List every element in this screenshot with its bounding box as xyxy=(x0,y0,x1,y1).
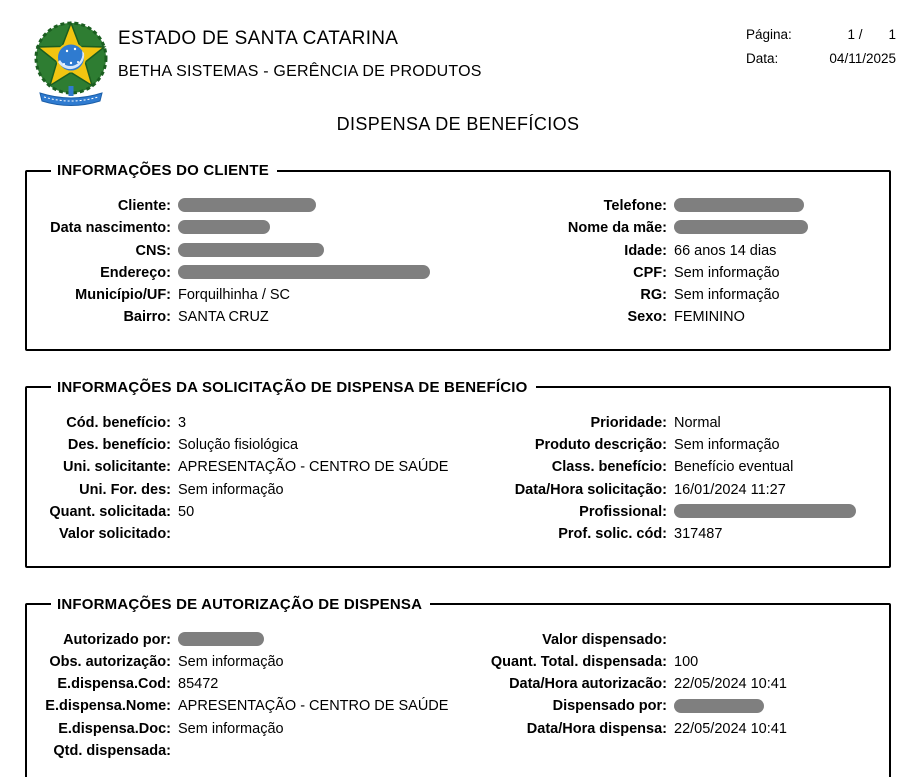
brazil-coat-of-arms-icon xyxy=(30,20,112,108)
field-row xyxy=(468,456,881,478)
field-value: Solução fisiológica xyxy=(178,437,299,454)
field-value-redacted xyxy=(674,501,881,523)
field-label: Profissional: xyxy=(579,503,667,520)
redaction-bar xyxy=(178,220,270,234)
field-value: Forquilhinha / SC xyxy=(178,287,291,304)
field-value: Sem informação xyxy=(674,437,780,454)
field-value: Sem informação xyxy=(178,720,284,737)
field-label: E.dispensa.Nome: xyxy=(45,698,171,715)
field-row xyxy=(35,523,468,545)
org-name: ESTADO DE SANTA CATARINA xyxy=(118,28,399,49)
field-label: Produto descrição: xyxy=(534,437,667,454)
page-label: Página: xyxy=(746,27,792,42)
redaction-bar xyxy=(674,198,804,212)
page-current: 1 / xyxy=(847,27,863,42)
field-label: Prioridade: xyxy=(590,414,667,431)
field-label: RG: xyxy=(640,287,667,304)
section-column-right xyxy=(468,195,881,329)
field-row xyxy=(468,284,881,306)
field-value xyxy=(178,740,468,762)
field-label: Prof. solic. cód: xyxy=(558,526,667,543)
page-number-row xyxy=(746,27,896,42)
page-total: 1 xyxy=(888,27,896,42)
field-label: Uni. solicitante: xyxy=(63,459,171,476)
field-value: 3 xyxy=(178,414,187,431)
field-row xyxy=(35,695,468,717)
section-columns xyxy=(35,412,881,546)
section-legend: INFORMAÇÕES DO CLIENTE xyxy=(57,162,269,179)
field-value xyxy=(178,523,468,545)
field-value-redacted xyxy=(674,695,881,717)
field-label: Class. benefício: xyxy=(551,459,667,476)
field-value: 16/01/2024 11:27 xyxy=(674,481,786,498)
report-header xyxy=(0,0,916,108)
field-value: 317487 xyxy=(674,526,723,543)
field-label: Idade: xyxy=(624,242,667,259)
field-label: CNS: xyxy=(135,242,171,259)
field-value: 22/05/2024 10:41 xyxy=(674,720,787,737)
field-value: Benefício eventual xyxy=(674,459,794,476)
field-row xyxy=(468,217,881,239)
field-value xyxy=(674,629,881,651)
field-row xyxy=(468,434,881,456)
field-row xyxy=(468,695,881,717)
field-row xyxy=(35,629,468,651)
field-row xyxy=(468,195,881,217)
field-label: Autorizado por: xyxy=(63,631,171,648)
field-value: 50 xyxy=(178,503,195,520)
redaction-bar xyxy=(178,265,430,279)
field-row xyxy=(35,456,468,478)
field-row xyxy=(35,195,468,217)
field-label: Município/UF: xyxy=(75,287,171,304)
field-row xyxy=(468,523,881,545)
field-row xyxy=(35,262,468,284)
field-value: Sem informação xyxy=(674,287,780,304)
field-row xyxy=(468,479,881,501)
date-row xyxy=(746,51,896,66)
field-label: Quant. solicitada: xyxy=(49,503,171,520)
field-value: Sem informação xyxy=(674,264,780,281)
redaction-bar xyxy=(178,243,324,257)
section-columns xyxy=(35,629,881,763)
field-value: 85472 xyxy=(178,676,219,693)
field-value-redacted xyxy=(178,629,468,651)
field-row xyxy=(35,217,468,239)
field-label: Data/Hora autorizacão: xyxy=(509,676,667,693)
section-legend: INFORMAÇÕES DA SOLICITAÇÃO DE DISPENSA DE BENEFÍCIO xyxy=(57,378,528,396)
field-row xyxy=(35,284,468,306)
section-informacoes-do-cliente xyxy=(25,162,891,351)
redaction-bar xyxy=(674,220,808,234)
field-label: E.dispensa.Doc: xyxy=(58,720,171,737)
field-label: Data nascimento: xyxy=(50,220,171,237)
field-value: SANTA CRUZ xyxy=(178,309,269,326)
field-label: Cód. benefício: xyxy=(66,414,171,431)
section-column-left xyxy=(35,412,468,546)
date-label: Data: xyxy=(746,51,779,66)
section-columns xyxy=(35,195,881,329)
field-row xyxy=(468,718,881,740)
field-row xyxy=(35,740,468,762)
redaction-bar xyxy=(674,699,764,713)
field-label: Uni. For. des: xyxy=(79,481,171,498)
field-value-redacted xyxy=(178,195,468,217)
field-value-redacted xyxy=(178,262,468,284)
field-label: Data/Hora solicitação: xyxy=(514,481,667,498)
field-label: Quant. Total. dispensada: xyxy=(490,653,667,670)
field-label: Telefone: xyxy=(603,198,667,214)
field-value: FEMININO xyxy=(674,309,745,326)
field-row xyxy=(468,651,881,673)
field-row xyxy=(468,501,881,523)
field-row xyxy=(35,501,468,523)
field-row xyxy=(35,479,468,501)
field-row xyxy=(35,673,468,695)
section-informacoes-de-autorizacao xyxy=(25,596,891,777)
section-column-left xyxy=(35,629,468,763)
field-label: Obs. autorização: xyxy=(49,653,171,670)
field-label: Bairro: xyxy=(123,309,171,326)
field-value-redacted xyxy=(178,240,468,262)
field-label: Sexo: xyxy=(627,309,667,326)
field-row xyxy=(468,240,881,262)
field-label: Nome da mãe: xyxy=(567,220,667,237)
field-row xyxy=(468,673,881,695)
date-value: 04/11/2025 xyxy=(829,51,896,66)
field-label: Valor solicitado: xyxy=(59,526,171,543)
field-label: CPF: xyxy=(633,264,667,281)
section-column-right xyxy=(468,629,881,763)
field-row xyxy=(35,240,468,262)
section-column-left xyxy=(35,195,468,329)
field-row xyxy=(468,306,881,328)
report-title: DISPENSA DE BENEFÍCIOS xyxy=(336,114,580,134)
field-value-redacted xyxy=(674,217,881,239)
field-value-redacted xyxy=(674,195,881,217)
field-value: Sem informação xyxy=(178,653,284,670)
redaction-bar xyxy=(178,632,264,646)
field-row xyxy=(468,262,881,284)
field-row xyxy=(468,629,881,651)
header-meta xyxy=(746,27,896,75)
field-value: Sem informação xyxy=(178,481,284,498)
field-label: Dispensado por: xyxy=(552,698,667,715)
field-row xyxy=(35,306,468,328)
field-label: Cliente: xyxy=(117,198,171,214)
field-value: Normal xyxy=(674,414,721,431)
field-value-redacted xyxy=(178,217,468,239)
field-value: APRESENTAÇÃO - CENTRO DE SAÚDE xyxy=(178,698,449,715)
section-column-right xyxy=(468,412,881,546)
section-informacoes-da-solicitacao xyxy=(25,379,891,568)
field-label: Data/Hora dispensa: xyxy=(526,720,667,737)
field-row xyxy=(35,718,468,740)
field-value: APRESENTAÇÃO - CENTRO DE SAÚDE xyxy=(178,459,449,476)
dept-name: BETHA SISTEMAS - GERÊNCIA DE PRODUTOS xyxy=(118,63,482,80)
field-label: Qtd. dispensada: xyxy=(53,743,171,760)
redaction-bar xyxy=(674,504,856,518)
field-label: Des. benefício: xyxy=(67,437,171,454)
field-value: 66 anos 14 dias xyxy=(674,242,777,259)
field-value: 100 xyxy=(674,653,699,670)
field-row xyxy=(35,412,468,434)
field-label: E.dispensa.Cod: xyxy=(57,676,171,693)
header-titles xyxy=(118,28,482,81)
field-value: 22/05/2024 10:41 xyxy=(674,676,787,693)
field-row xyxy=(35,651,468,673)
field-label: Endereço: xyxy=(100,264,171,281)
section-legend: INFORMAÇÕES DE AUTORIZAÇÃO DE DISPENSA xyxy=(57,595,423,613)
redaction-bar xyxy=(178,198,316,212)
field-label: Valor dispensado: xyxy=(542,631,667,648)
field-row xyxy=(35,434,468,456)
field-row xyxy=(468,412,881,434)
